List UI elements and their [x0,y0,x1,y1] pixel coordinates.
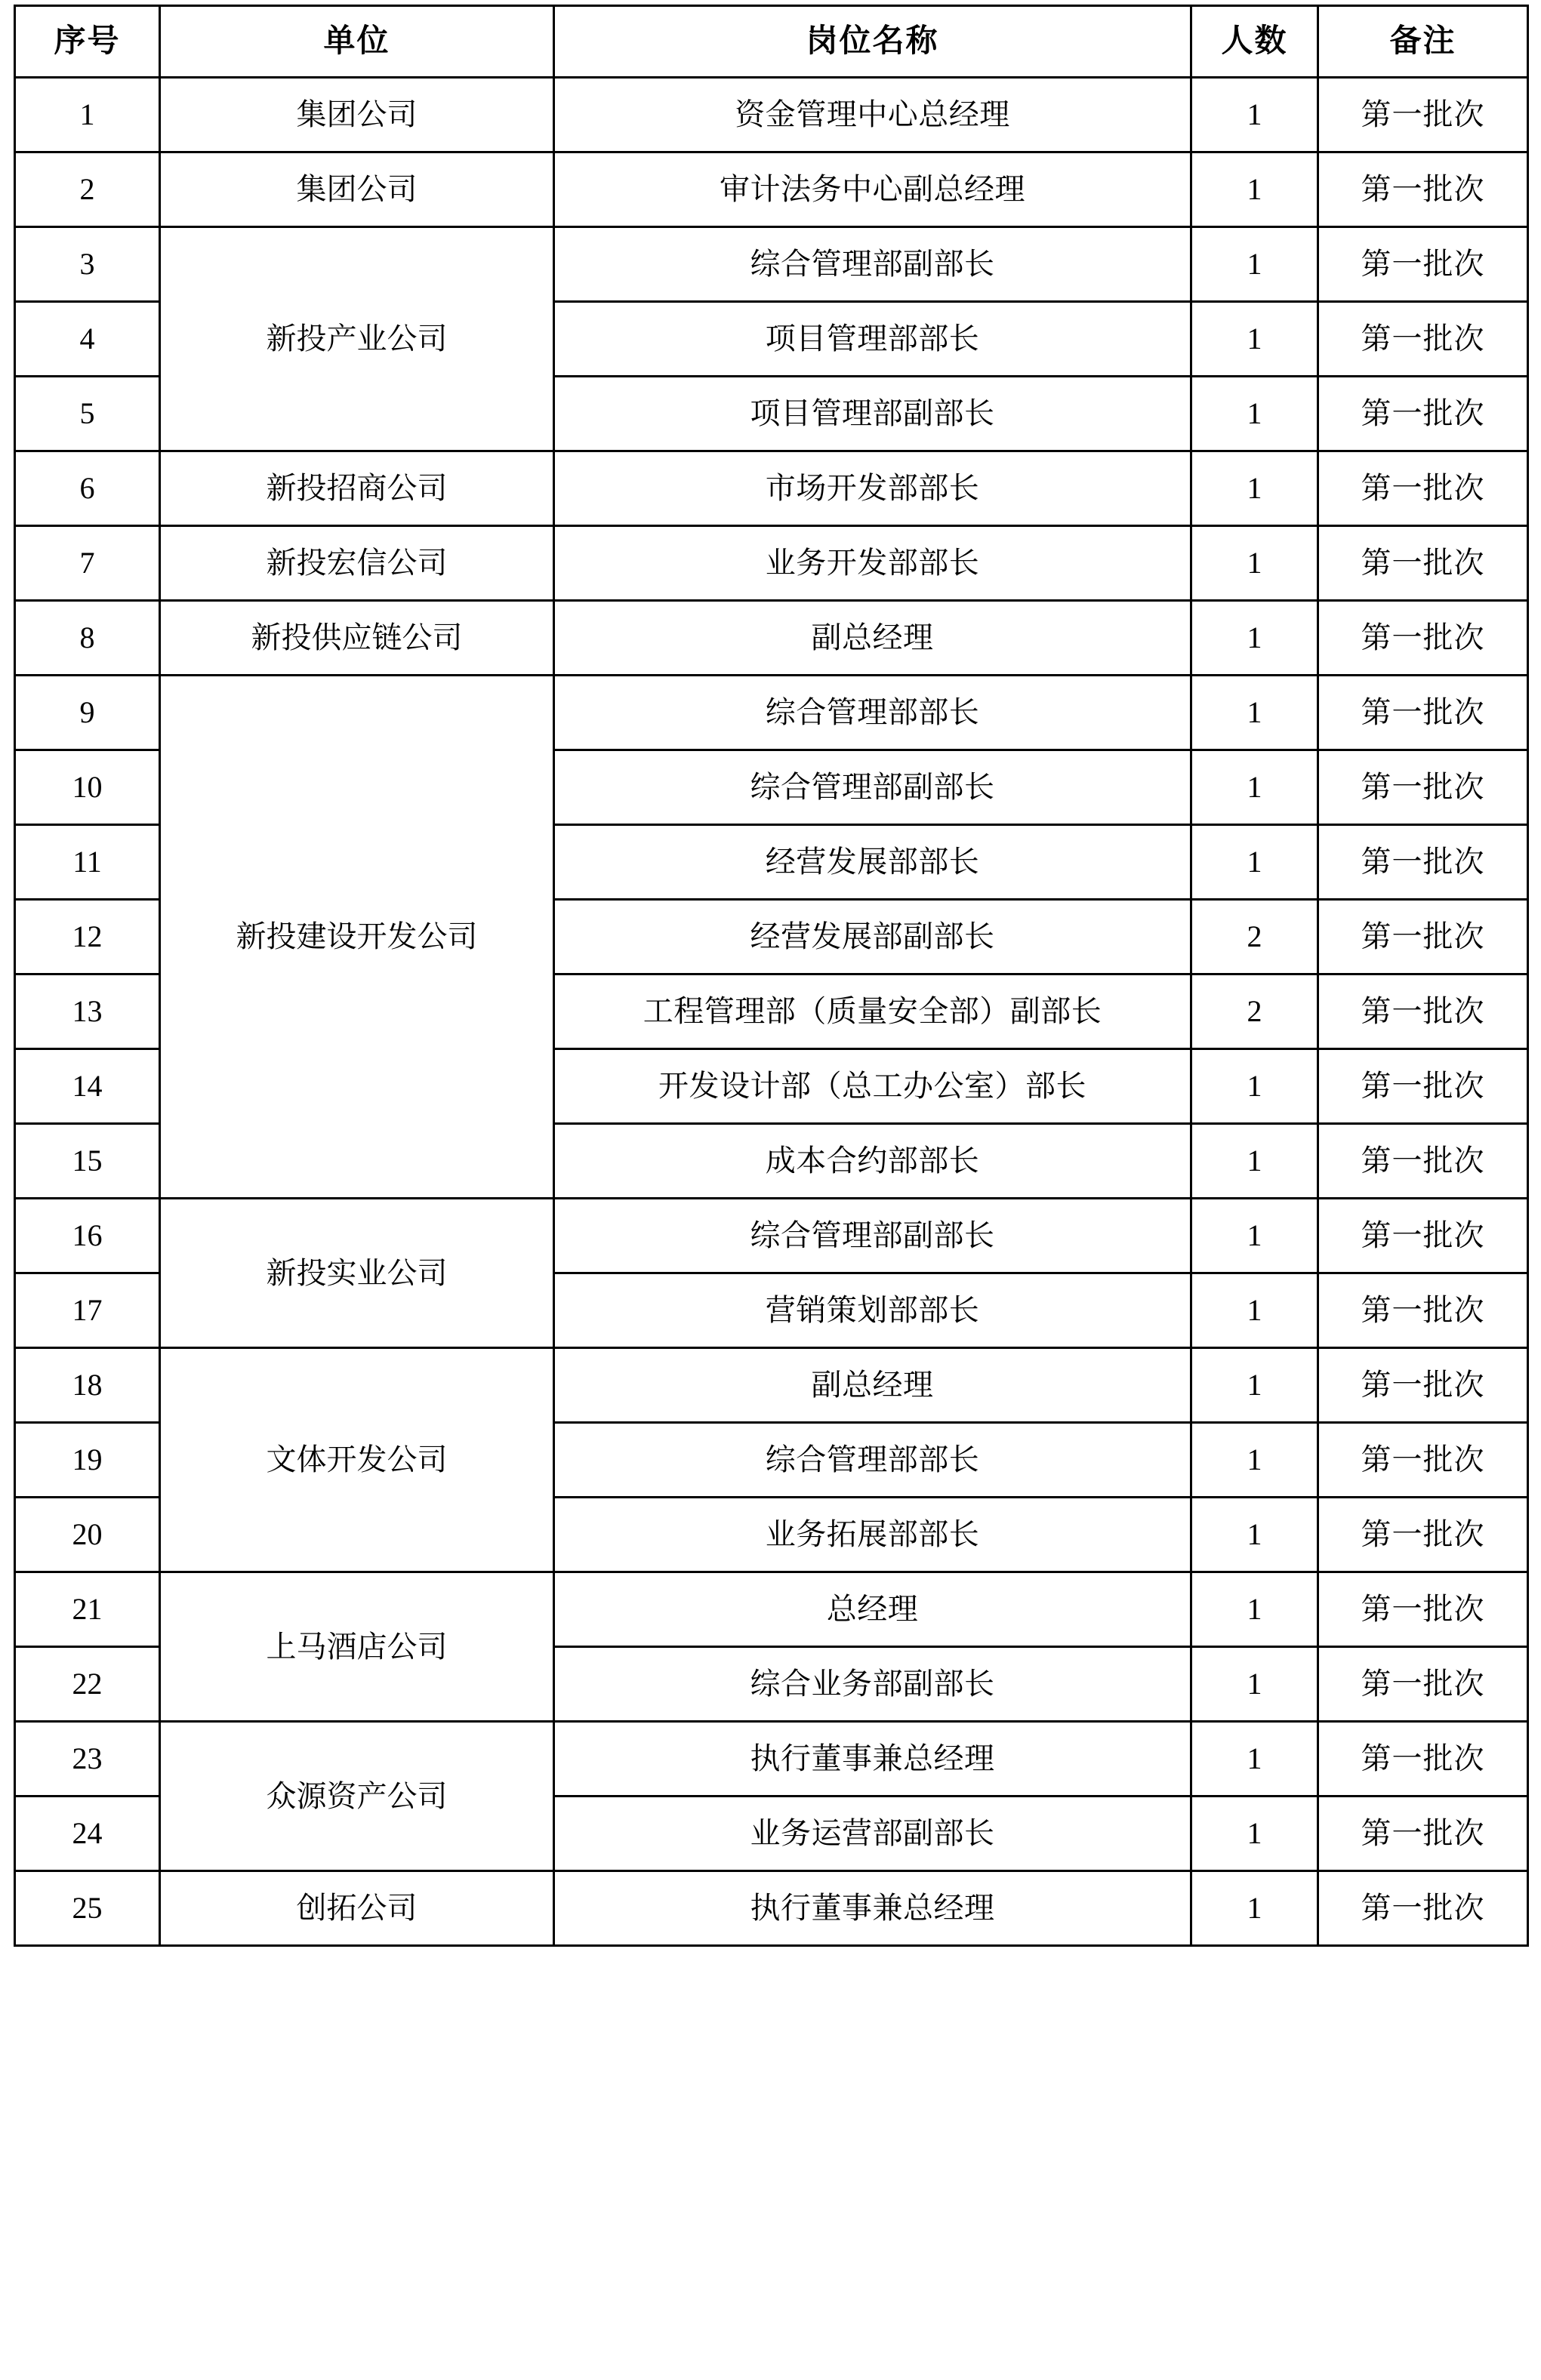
cell-unit: 集团公司 [160,152,554,227]
table-body [15,78,1528,1946]
cell-post: 资金管理中心总经理 [554,78,1191,152]
cell-count: 1 [1191,377,1318,451]
cell-count: 1 [1191,526,1318,601]
recruitment-position-table [14,5,1529,1947]
cell-unit: 众源资产公司 [160,1722,554,1871]
cell-count: 1 [1191,1647,1318,1722]
cell-post: 项目管理部副部长 [554,377,1191,451]
column-header-unit: 单位 [160,6,554,78]
cell-unit: 新投实业公司 [160,1199,554,1348]
cell-count: 1 [1191,1572,1318,1647]
cell-note: 第一批次 [1318,227,1528,302]
cell-post: 工程管理部（质量安全部）副部长 [554,974,1191,1049]
cell-seq: 14 [15,1049,160,1124]
cell-post: 业务开发部部长 [554,526,1191,601]
cell-note: 第一批次 [1318,451,1528,526]
cell-note: 第一批次 [1318,1049,1528,1124]
cell-count: 1 [1191,1722,1318,1797]
cell-unit: 集团公司 [160,78,554,152]
cell-count: 2 [1191,974,1318,1049]
cell-post: 执行董事兼总经理 [554,1871,1191,1946]
table-row [15,526,1528,601]
cell-post: 业务运营部副部长 [554,1797,1191,1871]
cell-note: 第一批次 [1318,750,1528,825]
cell-note: 第一批次 [1318,78,1528,152]
table-row [15,1871,1528,1946]
cell-post: 营销策划部部长 [554,1273,1191,1348]
table-header-row [15,6,1528,78]
cell-seq: 23 [15,1722,160,1797]
cell-seq: 12 [15,900,160,974]
cell-unit: 新投招商公司 [160,451,554,526]
cell-seq: 13 [15,974,160,1049]
cell-seq: 2 [15,152,160,227]
cell-count: 1 [1191,1797,1318,1871]
cell-count: 1 [1191,1049,1318,1124]
cell-note: 第一批次 [1318,526,1528,601]
cell-seq: 19 [15,1423,160,1498]
cell-post: 经营发展部副部长 [554,900,1191,974]
cell-seq: 9 [15,676,160,750]
cell-note: 第一批次 [1318,152,1528,227]
cell-count: 1 [1191,1871,1318,1946]
cell-count: 1 [1191,227,1318,302]
cell-count: 1 [1191,825,1318,900]
cell-note: 第一批次 [1318,1647,1528,1722]
cell-post: 综合管理部副部长 [554,227,1191,302]
table-row [15,1348,1528,1423]
column-header-seq: 序号 [15,6,160,78]
cell-unit: 新投产业公司 [160,227,554,451]
cell-seq: 16 [15,1199,160,1273]
cell-note: 第一批次 [1318,1124,1528,1199]
cell-count: 1 [1191,1273,1318,1348]
cell-note: 第一批次 [1318,1273,1528,1348]
cell-note: 第一批次 [1318,900,1528,974]
cell-unit: 新投宏信公司 [160,526,554,601]
cell-note: 第一批次 [1318,1199,1528,1273]
cell-seq: 20 [15,1498,160,1572]
cell-note: 第一批次 [1318,1423,1528,1498]
cell-count: 1 [1191,750,1318,825]
cell-count: 1 [1191,1348,1318,1423]
cell-post: 综合管理部副部长 [554,1199,1191,1273]
cell-seq: 5 [15,377,160,451]
cell-post: 执行董事兼总经理 [554,1722,1191,1797]
cell-count: 1 [1191,302,1318,377]
cell-seq: 7 [15,526,160,601]
cell-seq: 4 [15,302,160,377]
cell-seq: 17 [15,1273,160,1348]
cell-post: 综合管理部副部长 [554,750,1191,825]
table-row [15,227,1528,302]
cell-post: 项目管理部部长 [554,302,1191,377]
cell-post: 业务拓展部部长 [554,1498,1191,1572]
cell-seq: 15 [15,1124,160,1199]
table-row [15,1722,1528,1797]
cell-post: 市场开发部部长 [554,451,1191,526]
cell-note: 第一批次 [1318,377,1528,451]
cell-note: 第一批次 [1318,1348,1528,1423]
table-header [15,6,1528,78]
cell-note: 第一批次 [1318,1797,1528,1871]
cell-count: 1 [1191,1498,1318,1572]
cell-note: 第一批次 [1318,302,1528,377]
column-header-note: 备注 [1318,6,1528,78]
cell-seq: 3 [15,227,160,302]
table-row [15,152,1528,227]
cell-note: 第一批次 [1318,676,1528,750]
cell-post: 成本合约部部长 [554,1124,1191,1199]
cell-count: 1 [1191,676,1318,750]
cell-note: 第一批次 [1318,1572,1528,1647]
cell-unit: 新投供应链公司 [160,601,554,676]
cell-seq: 6 [15,451,160,526]
cell-note: 第一批次 [1318,974,1528,1049]
cell-count: 1 [1191,451,1318,526]
cell-count: 2 [1191,900,1318,974]
table-row [15,451,1528,526]
table-row [15,1572,1528,1647]
cell-post: 综合业务部副部长 [554,1647,1191,1722]
cell-seq: 18 [15,1348,160,1423]
table-row [15,78,1528,152]
cell-seq: 11 [15,825,160,900]
cell-count: 1 [1191,1199,1318,1273]
cell-post: 副总经理 [554,1348,1191,1423]
cell-note: 第一批次 [1318,1498,1528,1572]
cell-post: 总经理 [554,1572,1191,1647]
cell-unit: 上马酒店公司 [160,1572,554,1722]
cell-unit: 创拓公司 [160,1871,554,1946]
cell-post: 经营发展部部长 [554,825,1191,900]
cell-post: 综合管理部部长 [554,676,1191,750]
cell-note: 第一批次 [1318,1871,1528,1946]
cell-seq: 8 [15,601,160,676]
cell-count: 1 [1191,78,1318,152]
cell-post: 开发设计部（总工办公室）部长 [554,1049,1191,1124]
cell-post: 副总经理 [554,601,1191,676]
column-header-post: 岗位名称 [554,6,1191,78]
cell-note: 第一批次 [1318,601,1528,676]
cell-note: 第一批次 [1318,1722,1528,1797]
cell-note: 第一批次 [1318,825,1528,900]
cell-seq: 25 [15,1871,160,1946]
cell-unit: 文体开发公司 [160,1348,554,1572]
cell-post: 审计法务中心副总经理 [554,152,1191,227]
cell-count: 1 [1191,152,1318,227]
table-row [15,601,1528,676]
table-row [15,1199,1528,1273]
cell-seq: 22 [15,1647,160,1722]
cell-count: 1 [1191,601,1318,676]
cell-seq: 10 [15,750,160,825]
column-header-count: 人数 [1191,6,1318,78]
cell-seq: 1 [15,78,160,152]
cell-seq: 24 [15,1797,160,1871]
cell-count: 1 [1191,1124,1318,1199]
cell-unit: 新投建设开发公司 [160,676,554,1199]
cell-post: 综合管理部部长 [554,1423,1191,1498]
cell-count: 1 [1191,1423,1318,1498]
cell-seq: 21 [15,1572,160,1647]
table-row [15,676,1528,750]
